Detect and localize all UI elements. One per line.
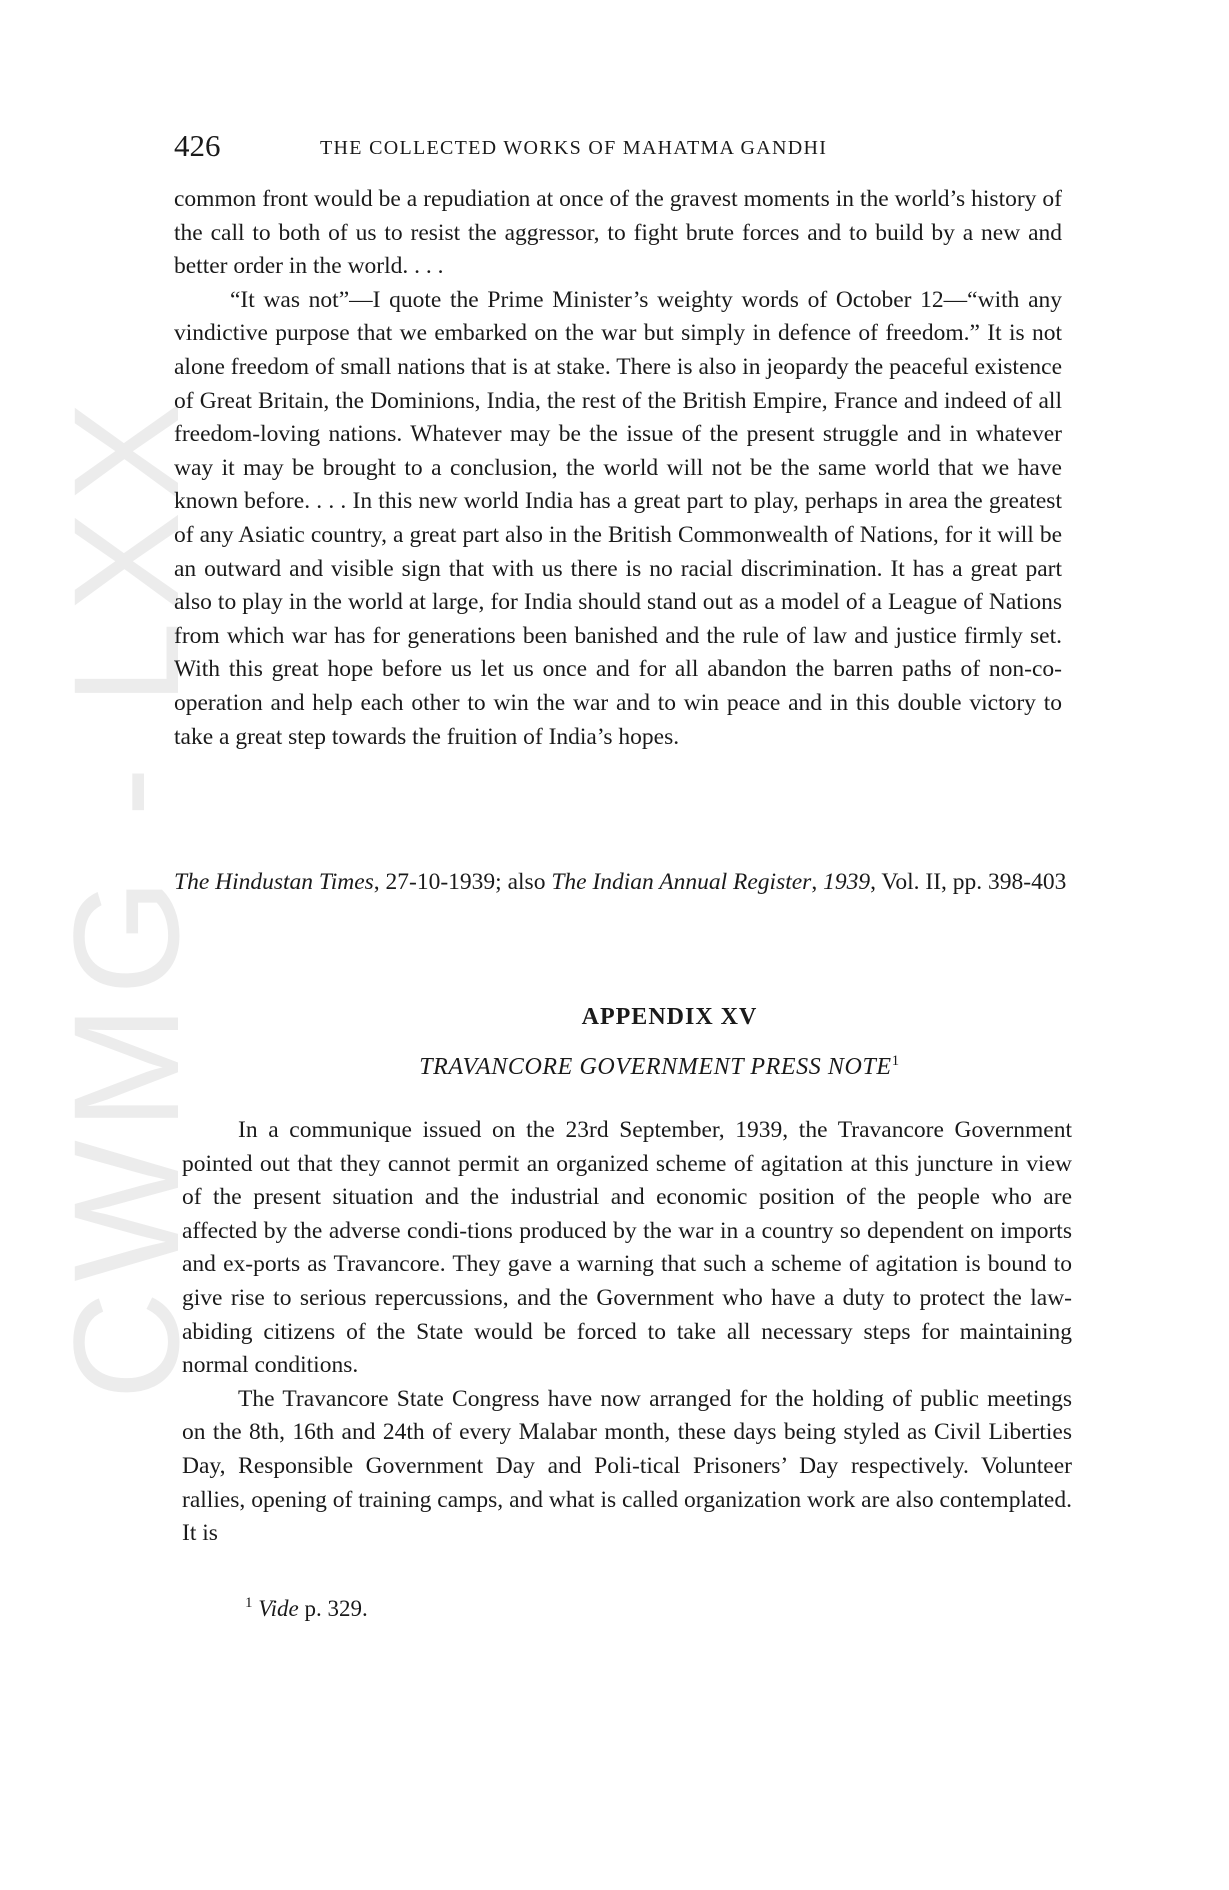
running-head: THE COLLECTED WORKS OF MAHATMA GANDHI <box>320 137 828 159</box>
footnote-vide: Vide <box>258 1596 299 1621</box>
appendix-title: APPENDIX XV <box>581 1004 758 1030</box>
appendix-subtitle <box>0 1054 1229 1081</box>
footnote-ref: 1 <box>891 1053 900 1069</box>
body-text-top <box>174 183 1062 754</box>
paragraph: “It was not”—I quote the Prime Minister’s weighty words of October 12—“with any vindictive purpose that we embarked on the war but simply in defence of freedom.” It is not alone freedom of small nations that is at stake. There is also in jeopardy the peaceful existence of Great Britain, the Dominions, India, the rest of the British Empire, France and indeed of all freedom-loving nations. Whatever may be the issue of the present struggle and in whatever way it may be brought to a conclusion, the world will not be the same world that we have known before. . . . In this new world India has a great part to play, perhaps in area the greatest of any Asiatic country, a great part also in the British Commonwealth of Nations, for it will be an outward and visible sign that with us there is no racial discrimination. It has a great part also to play in the world at large, for India should stand out as a model of a League of Nations from which war has for generations been banished and the rule of law and justice firmly set. With this great hope before us let us once and for all abandon the barren paths of non-co-operation and help each other to win the war and to win peace and in this double victory to take a great step towards the fruition of India’s hopes. <box>174 286 1062 750</box>
page-header <box>174 128 1074 168</box>
source-volume: , Vol. II, pp. 398-403 <box>870 869 1067 895</box>
source-citation <box>174 866 1070 900</box>
footnote <box>245 1596 368 1622</box>
paragraph: common front would be a repudiation at once of the gravest moments in the world’s history of the call to both of us to resist the aggressor, to fight brute forces and to build by a new and better order in the world. . . . <box>174 186 1062 280</box>
source-year: 1939 <box>823 869 871 895</box>
paragraph: The Travancore State Congress have now arranged for the holding of public meetings on the 8th, 16th and 24th of every Malabar month, these days being styled as Civil Liberties Day, Responsible Government Day and Poli-tical Prisoners’ Day respectively. Volunteer rallies, opening of training camps, and what is called organization work are also contemplated. It is <box>182 1385 1072 1547</box>
footnote-mark: 1 <box>245 1595 253 1611</box>
footnote-page: p. 329. <box>298 1596 368 1621</box>
source-sep: , <box>811 869 824 895</box>
appendix-subtitle-text: TRAVANCORE GOVERNMENT PRESS NOTE <box>419 1054 892 1080</box>
source-register: The Indian Annual Register <box>551 869 812 895</box>
source-paper: The Hindustan Times <box>174 869 374 895</box>
page-number: 426 <box>174 128 221 163</box>
appendix-body <box>182 1114 1072 1551</box>
source-date: , 27-10-1939; also <box>373 869 552 895</box>
watermark: CWMG - LXX <box>42 391 210 1400</box>
paragraph: In a communique issued on the 23rd September, 1939, the Travancore Government pointed out that they cannot permit an organized scheme of agitation at this juncture in view of the present situation and the industrial and economic position of the people who are affected by the adverse condi-tions produced by the war in a country so dependent on imports and ex-ports as Travancore. They gave a warning that such a scheme of agitation is bound to give rise to serious repercussions, and the Government who have a duty to protect the law-abiding citizens of the State would be forced to take all necessary steps for maintaining normal conditions. <box>182 1117 1072 1379</box>
